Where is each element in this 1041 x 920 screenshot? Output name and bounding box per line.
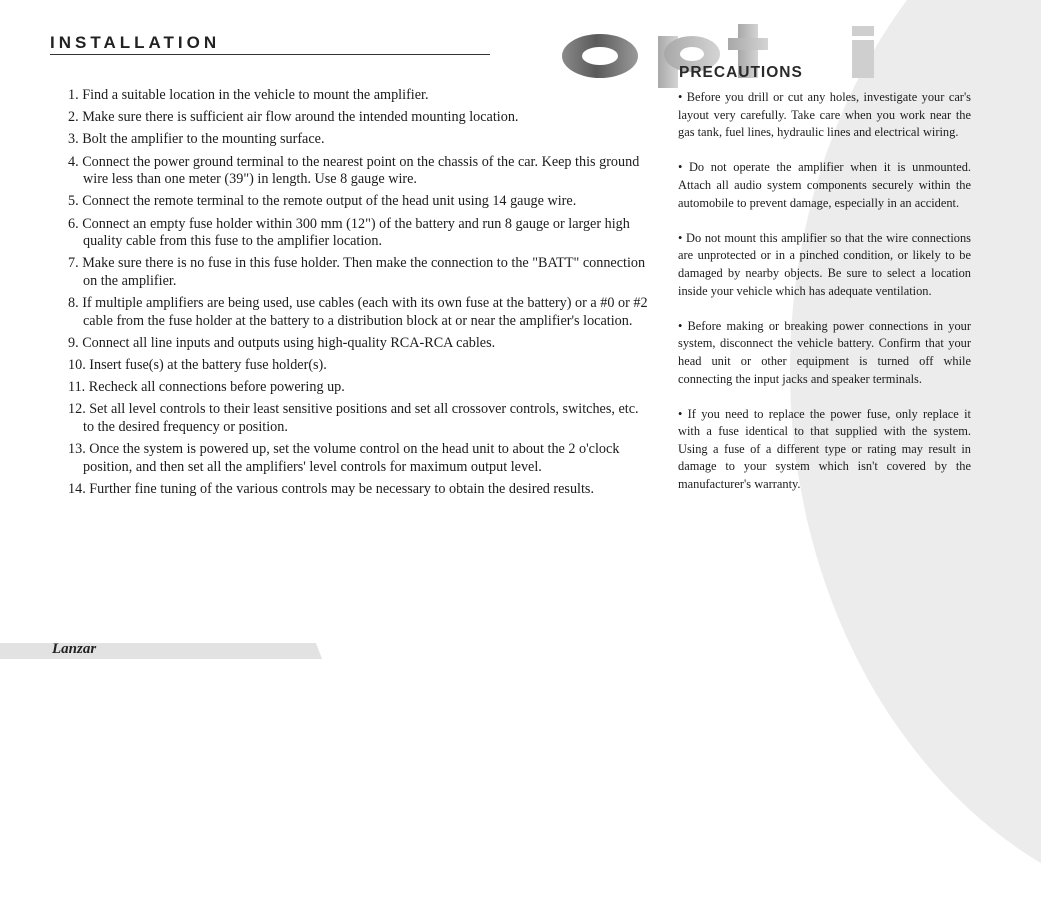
page-heading: INSTALLATION (50, 33, 221, 52)
step-item: 8. If multiple amplifiers are being used, use cables (each with its own fuse at the battery) or a #0 or #2 cable from the fuse holder at the battery to a distribution block at or near the amplifier's location. (68, 295, 648, 329)
step-item: 5. Connect the remote terminal to the remote output of the head unit using 14 gauge wire. (68, 193, 577, 210)
footer-bar (0, 643, 322, 659)
precaution-item: • Do not operate the amplifier when it is unmounted. Attach all audio system components securely within the automobile to prevent damage, especially in an accident. (678, 160, 971, 210)
step-item: 3. Bolt the amplifier to the mounting surface. (68, 131, 325, 148)
precaution-item: • If you need to replace the power fuse, only replace it with a fuse identical to that supplied with the system. Using a fuse of a different type or rating may result in damage to your system which isn't covered by the manufacturer's warranty. (678, 406, 971, 492)
step-item: 6. Connect an empty fuse holder within 300 mm (12") of the battery and run 8 gauge or larger high quality cable from this fuse to the amplifier location. (68, 215, 630, 250)
step-item: 13. Once the system is powered up, set the volume control on the head unit to about the 2 o'clock position, and then set all the amplifiers' level controls for maximum output level. (68, 441, 620, 475)
step-item: 4. Connect the power ground terminal to the nearest point on the chassis of the car. Keep this ground wire less than one meter (39") in length. Use 8 gauge wire. (68, 153, 640, 188)
precaution-item: • Before making or breaking power connections in your system, disconnect the vehicle battery. Confirm that your head unit or other equipment is turned off while connecting the input jacks and speaker terminals. (678, 318, 971, 386)
precautions-list (678, 89, 971, 511)
precautions-title: PRECAUTIONS (679, 64, 803, 81)
precaution-item: • Before you drill or cut any holes, investigate your car's layout very carefully. Take care when you work near the gas tank, fuel lines, hydraulic lines and electrical wiring. (678, 90, 971, 140)
footer-brand-logo: Lanzar (52, 641, 97, 657)
step-item: 10. Insert fuse(s) at the battery fuse holder(s). (68, 357, 327, 374)
installation-steps (68, 87, 653, 503)
step-item: 7. Make sure there is no fuse in this fuse holder. Then make the connection to the "BATT" connection on the amplifier. (68, 255, 646, 289)
precaution-item: • Do not mount this amplifier so that the wire connections are unprotected or in a pinched condition, or likely to be damaged by nearby objects. Be sure to select a location inside your vehicle which has adequate ventilation. (678, 230, 971, 298)
step-item: 11. Recheck all connections before powering up. (68, 379, 345, 396)
step-item: 12. Set all level controls to their least sensitive positions and set all crossover controls, switches, etc. to the desired frequency or position. (68, 401, 639, 436)
opti-logo (560, 14, 900, 94)
heading-underline (50, 54, 490, 55)
step-item: 14. Further fine tuning of the various controls may be necessary to obtain the desired results. (68, 481, 594, 497)
step-item: 9. Connect all line inputs and outputs using high-quality RCA-RCA cables. (68, 334, 496, 351)
step-item: 2. Make sure there is sufficient air flow around the intended mounting location. (68, 109, 519, 126)
step-item: 1. Find a suitable location in the vehicle to mount the amplifier. (68, 87, 429, 103)
